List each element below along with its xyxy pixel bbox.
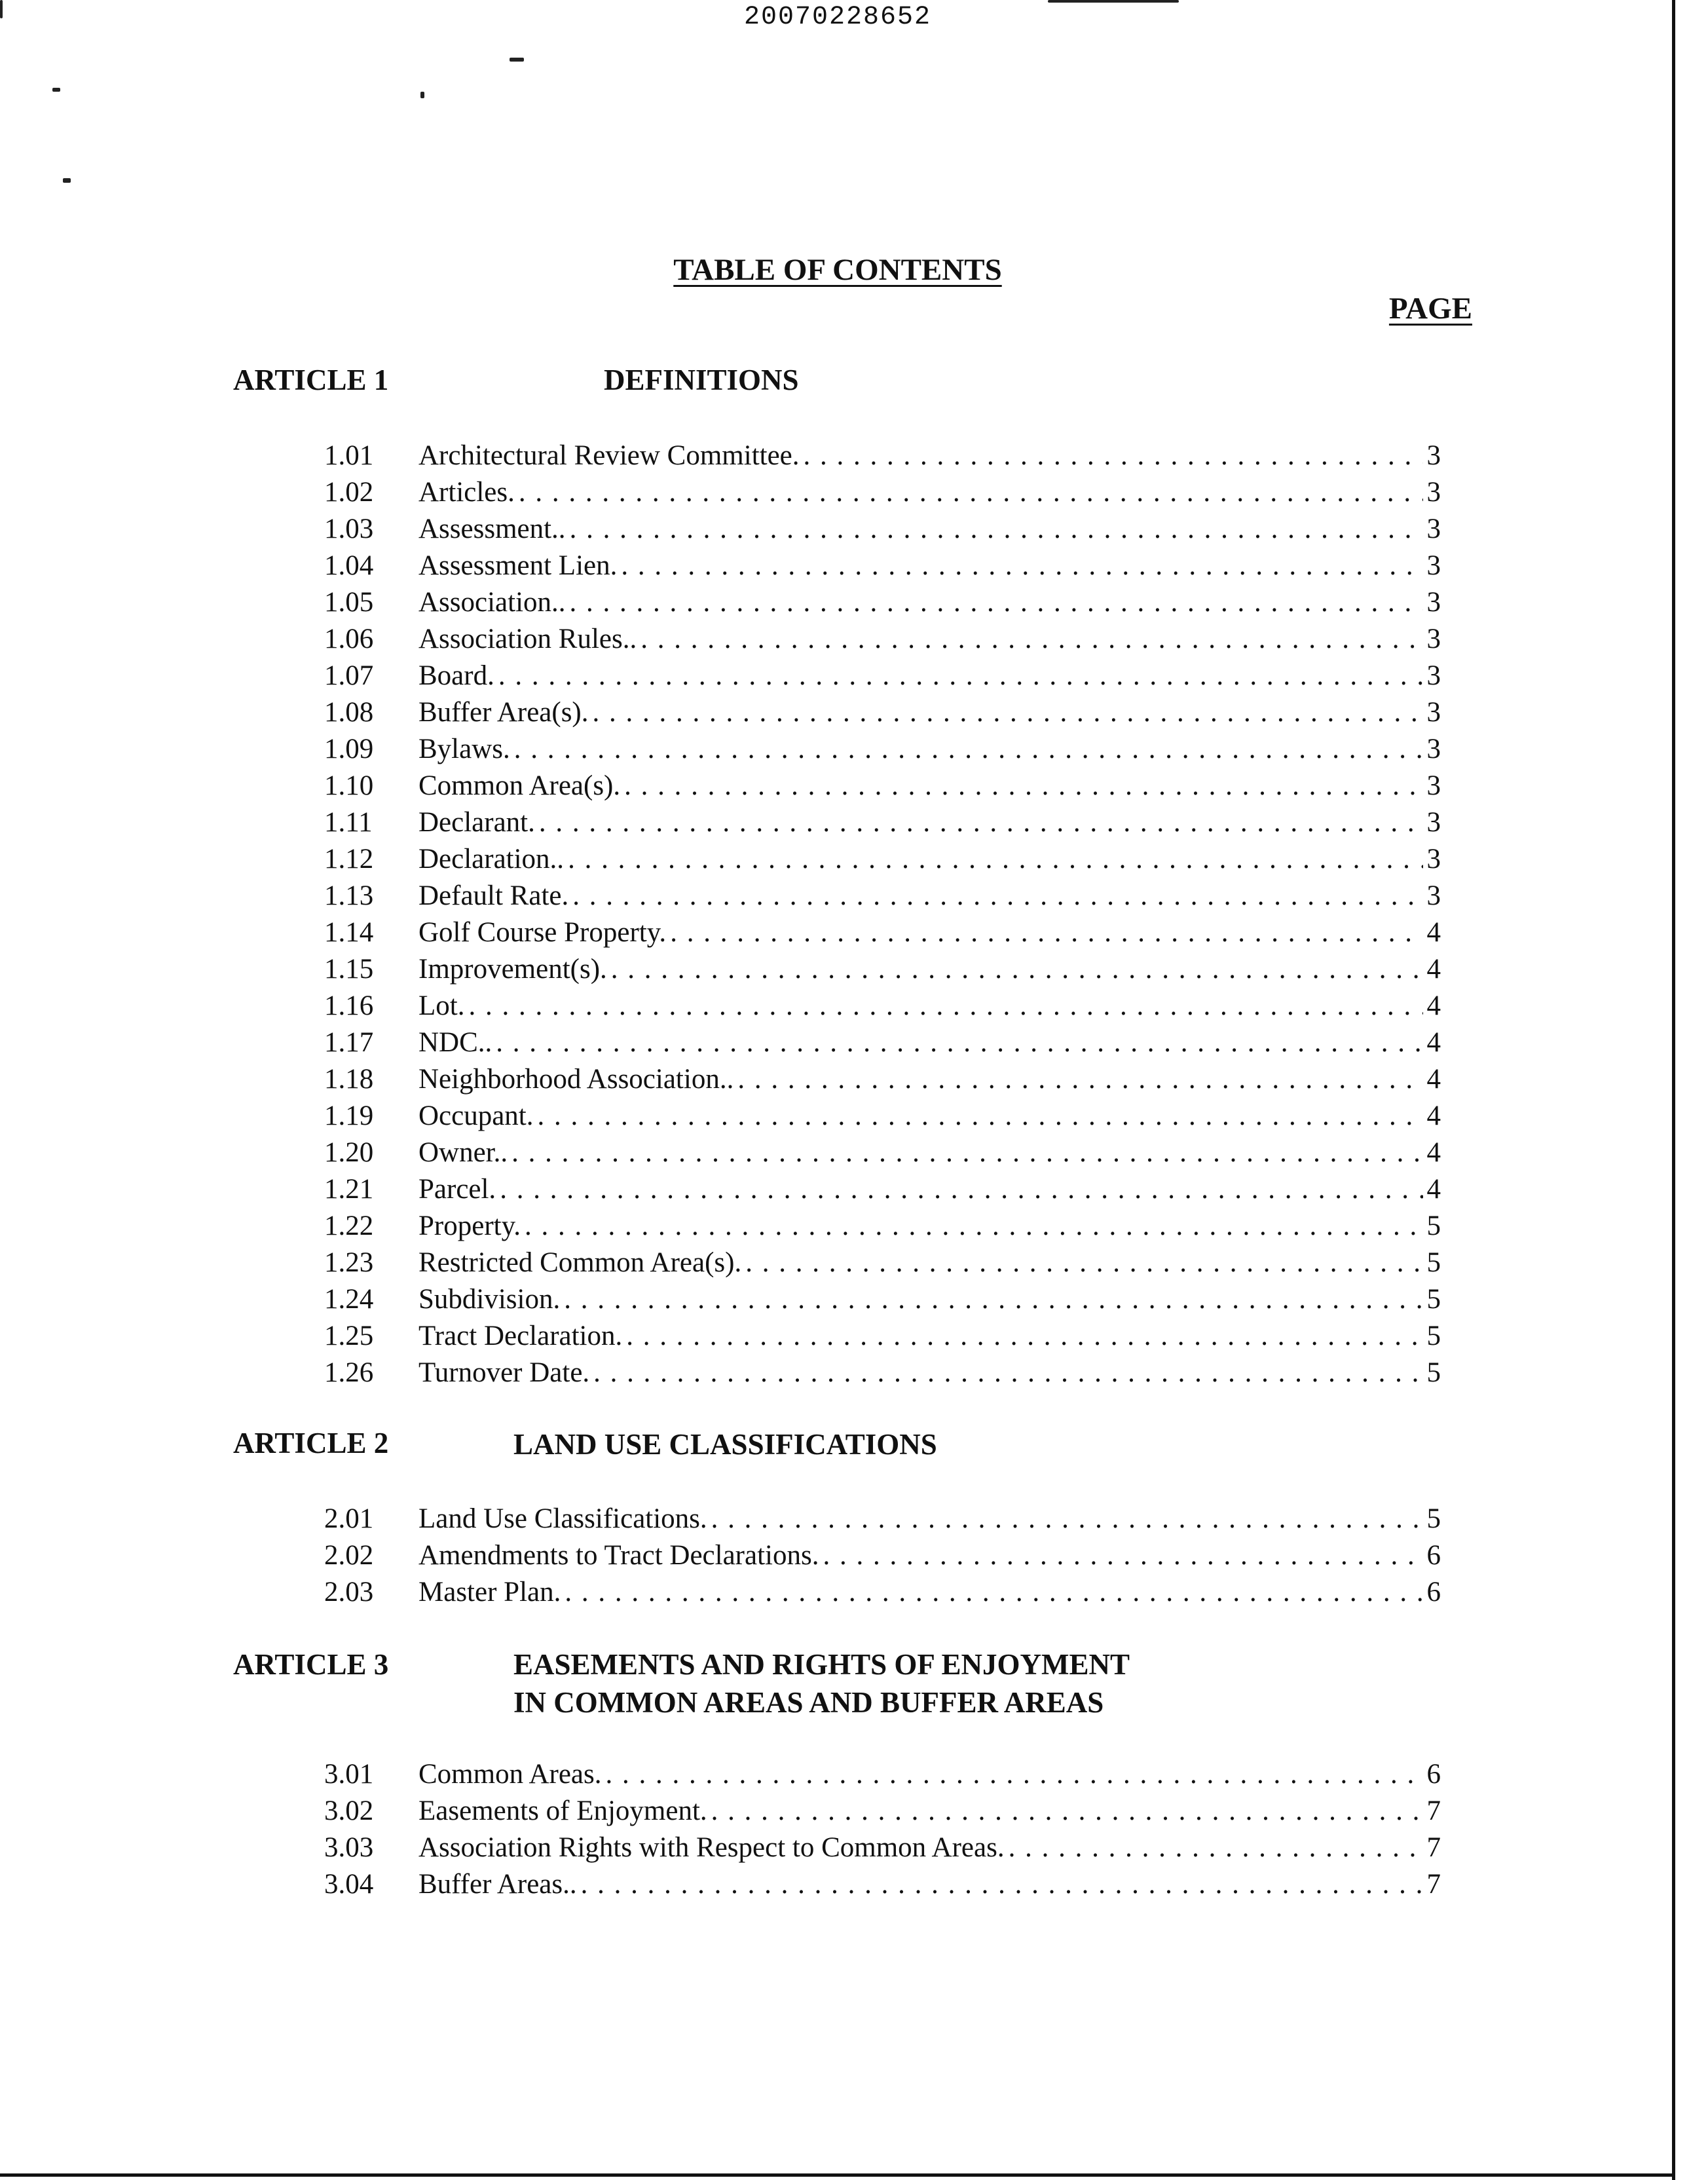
toc-entry-number: 2.03 <box>324 1577 374 1607</box>
toc-entry-label: Assessment.. <box>418 514 566 544</box>
dot-leader <box>492 1024 1422 1061</box>
toc-entry-number: 1.02 <box>324 477 374 508</box>
toc-entry-page: 3 <box>1426 514 1441 544</box>
toc-entry-page: 3 <box>1426 844 1441 874</box>
toc-entry <box>324 731 1441 768</box>
article-3-title-line-2: IN COMMON AREAS AND BUFFER AREAS <box>513 1686 1104 1719</box>
scan-speck <box>510 58 524 62</box>
scan-speck <box>63 178 71 183</box>
article-3-entries <box>324 1756 1441 1903</box>
toc-entry <box>324 694 1441 731</box>
toc-entry-page: 5 <box>1426 1247 1441 1278</box>
toc-entry-label: Board. <box>418 660 494 691</box>
toc-entry <box>324 1171 1441 1208</box>
dot-leader <box>666 914 1422 951</box>
toc-title-text: TABLE OF CONTENTS <box>673 253 1002 287</box>
dot-leader <box>508 1135 1422 1171</box>
dot-leader <box>494 658 1423 694</box>
toc-entry-label: Buffer Area(s). <box>418 697 589 728</box>
toc-entry-label: Common Areas. <box>418 1759 602 1790</box>
dot-leader <box>589 1355 1422 1391</box>
toc-entry-label: Restricted Common Area(s). <box>418 1247 742 1278</box>
article-2-title: LAND USE CLASSIFICATIONS <box>513 1428 937 1461</box>
dot-leader <box>496 1171 1422 1208</box>
dot-leader <box>607 951 1423 988</box>
toc-entry <box>324 1281 1441 1318</box>
toc-entry <box>324 548 1441 584</box>
article-2-entries <box>324 1501 1441 1611</box>
toc-entry <box>324 878 1441 914</box>
toc-entry-page: 6 <box>1426 1577 1441 1607</box>
dot-leader <box>560 1281 1422 1318</box>
toc-entry-page: 4 <box>1426 1174 1441 1205</box>
toc-entry-page: 6 <box>1426 1540 1441 1571</box>
toc-entry <box>324 988 1441 1024</box>
toc-entry-label: Turnover Date. <box>418 1357 590 1388</box>
toc-entry-number: 2.01 <box>324 1503 374 1534</box>
toc-entry-number: 1.05 <box>324 587 374 618</box>
toc-entry <box>324 804 1441 841</box>
dot-leader <box>577 1866 1423 1903</box>
toc-entry-page: 3 <box>1426 550 1441 581</box>
dot-leader <box>733 1061 1422 1098</box>
toc-entry-page: 4 <box>1426 1100 1441 1131</box>
dot-leader <box>535 804 1423 841</box>
toc-entry <box>324 1501 1441 1537</box>
toc-entry-page: 3 <box>1426 440 1441 471</box>
toc-entry-number: 1.11 <box>324 807 373 838</box>
dot-leader <box>510 731 1423 768</box>
toc-entry <box>324 1245 1441 1281</box>
toc-entry-number: 1.04 <box>324 550 374 581</box>
toc-entry-label: Property. <box>418 1211 521 1241</box>
toc-entry-number: 1.18 <box>324 1064 374 1095</box>
toc-entry <box>324 1098 1441 1135</box>
dot-leader <box>707 1501 1423 1537</box>
toc-entry <box>324 1537 1441 1574</box>
toc-entry-label: Lot. <box>418 990 465 1021</box>
toc-entry-label: Declaration.. <box>418 844 565 874</box>
toc-entry-label: Occupant. <box>418 1100 534 1131</box>
toc-entry-number: 2.02 <box>324 1540 374 1571</box>
article-2-heading: ARTICLE 2 <box>233 1427 389 1459</box>
dot-leader <box>707 1793 1423 1830</box>
toc-entry-page: 3 <box>1426 587 1441 618</box>
toc-entry-page: 3 <box>1426 477 1441 508</box>
toc-entry-number: 1.23 <box>324 1247 374 1278</box>
dot-leader <box>566 511 1423 548</box>
toc-entry-number: 1.20 <box>324 1137 374 1168</box>
toc-entry-page: 3 <box>1426 660 1441 691</box>
toc-entry-page: 4 <box>1426 1027 1441 1058</box>
toc-entry-label: Association Rules.. <box>418 624 637 654</box>
toc-entry-page: 5 <box>1426 1211 1441 1241</box>
toc-entry-label: Association Rights with Respect to Common Areas. <box>418 1832 1005 1863</box>
toc-entry <box>324 1574 1441 1611</box>
toc-entry <box>324 841 1441 878</box>
dot-leader <box>800 438 1423 474</box>
toc-entry <box>324 1024 1441 1061</box>
toc-entry-page: 5 <box>1426 1321 1441 1351</box>
toc-entry <box>324 474 1441 511</box>
toc-entry-label: Land Use Classifications. <box>418 1503 707 1534</box>
dot-leader <box>566 584 1423 621</box>
dot-leader <box>464 988 1422 1024</box>
toc-entry-label: Declarant. <box>418 807 535 838</box>
toc-entry <box>324 658 1441 694</box>
toc-entry-label: Default Rate. <box>418 880 569 911</box>
toc-entry-page: 4 <box>1426 954 1441 985</box>
toc-entry <box>324 1061 1441 1098</box>
article-1-heading: ARTICLE 1 <box>233 364 389 396</box>
toc-entry <box>324 1866 1441 1903</box>
toc-entry-label: Bylaws. <box>418 734 510 764</box>
toc-entry-label: Improvement(s). <box>418 954 607 985</box>
toc-entry-page: 3 <box>1426 770 1441 801</box>
toc-entry <box>324 1355 1441 1391</box>
toc-entry-page: 6 <box>1426 1759 1441 1790</box>
dot-leader <box>819 1537 1422 1574</box>
toc-entry-page: 5 <box>1426 1284 1441 1315</box>
dot-leader <box>515 474 1423 511</box>
toc-entry-label: Easements of Enjoyment. <box>418 1795 707 1826</box>
toc-entry-label: Subdivision. <box>418 1284 561 1315</box>
toc-entry-page: 3 <box>1426 880 1441 911</box>
toc-entry-label: Owner.. <box>418 1137 508 1168</box>
toc-entry-label: NDC.. <box>418 1027 492 1058</box>
toc-entry-page: 7 <box>1426 1832 1441 1863</box>
toc-entry-number: 1.13 <box>324 880 374 911</box>
dot-leader <box>561 1574 1422 1611</box>
article-3-title-line-1: EASEMENTS AND RIGHTS OF ENJOYMENT <box>513 1648 1130 1681</box>
toc-entry-label: Neighborhood Association.. <box>418 1064 734 1095</box>
dot-leader <box>620 768 1422 804</box>
scan-border-bottom <box>0 2173 1675 2177</box>
dot-leader <box>564 841 1422 878</box>
toc-entry-page: 3 <box>1426 734 1441 764</box>
toc-entry-label: Amendments to Tract Declarations. <box>418 1540 819 1571</box>
toc-entry-label: Common Area(s). <box>418 770 621 801</box>
toc-entry-label: Association.. <box>418 587 566 618</box>
toc-entry-number: 1.08 <box>324 697 374 728</box>
toc-entry-page: 3 <box>1426 697 1441 728</box>
document-number: 20070228652 <box>743 3 932 32</box>
page-column-label: PAGE <box>1388 291 1472 326</box>
toc-entry-number: 3.03 <box>324 1832 374 1863</box>
toc-entry-number: 1.24 <box>324 1284 374 1315</box>
dot-leader <box>521 1208 1422 1245</box>
toc-entry-number: 1.22 <box>324 1211 374 1241</box>
toc-entry-page: 4 <box>1426 917 1441 948</box>
scan-speck <box>52 88 60 92</box>
dot-leader <box>534 1098 1423 1135</box>
toc-entry-label: Parcel. <box>418 1174 496 1205</box>
toc-entry <box>324 1208 1441 1245</box>
toc-entry-label: Golf Course Property. <box>418 917 667 948</box>
toc-entry-number: 1.12 <box>324 844 374 874</box>
dot-leader <box>637 621 1422 658</box>
toc-entry-page: 4 <box>1426 1064 1441 1095</box>
toc-entry-number: 1.06 <box>324 624 374 654</box>
article-3-heading: ARTICLE 3 <box>233 1648 389 1681</box>
toc-entry <box>324 621 1441 658</box>
toc-entry <box>324 951 1441 988</box>
toc-entry-page: 5 <box>1426 1503 1441 1534</box>
article-1-title: DEFINITIONS <box>604 364 799 396</box>
toc-entry-page: 3 <box>1426 624 1441 654</box>
toc-entry <box>324 584 1441 621</box>
toc-entry-number: 3.02 <box>324 1795 374 1826</box>
toc-entry-number: 1.03 <box>324 514 374 544</box>
toc-entry <box>324 1318 1441 1355</box>
toc-entry-label: Articles. <box>418 477 515 508</box>
dot-leader <box>568 878 1422 914</box>
dot-leader <box>622 1318 1422 1355</box>
article-1-entries <box>324 438 1441 1391</box>
toc-entry-number: 1.17 <box>324 1027 374 1058</box>
toc-entry-page: 5 <box>1426 1357 1441 1388</box>
toc-entry-number: 3.04 <box>324 1869 374 1900</box>
toc-entry-number: 1.07 <box>324 660 374 691</box>
toc-entry <box>324 768 1441 804</box>
toc-entry <box>324 438 1441 474</box>
toc-entry-number: 1.01 <box>324 440 374 471</box>
scan-speck <box>420 92 424 98</box>
dot-leader <box>617 548 1422 584</box>
toc-entry-label: Assessment Lien. <box>418 550 618 581</box>
dot-leader <box>741 1245 1422 1281</box>
toc-entry <box>324 1756 1441 1793</box>
toc-entry-number: 1.19 <box>324 1100 374 1131</box>
scan-border-right <box>1672 0 1675 2180</box>
toc-entry-page: 4 <box>1426 1137 1441 1168</box>
toc-entry <box>324 1135 1441 1171</box>
toc-entry-number: 1.09 <box>324 734 374 764</box>
toc-entry-number: 1.25 <box>324 1321 374 1351</box>
dot-leader <box>601 1756 1422 1793</box>
toc-entry-label: Tract Declaration. <box>418 1321 623 1351</box>
toc-entry-number: 1.14 <box>324 917 374 948</box>
toc-entry-page: 7 <box>1426 1795 1441 1826</box>
toc-entry <box>324 914 1441 951</box>
toc-entry-page: 4 <box>1426 990 1441 1021</box>
toc-entry-page: 3 <box>1426 807 1441 838</box>
toc-entry-number: 1.16 <box>324 990 374 1021</box>
toc-entry-label: Master Plan. <box>418 1577 561 1607</box>
toc-entry <box>324 1793 1441 1830</box>
toc-entry <box>324 1830 1441 1866</box>
toc-entry <box>324 511 1441 548</box>
toc-entry-number: 1.21 <box>324 1174 374 1205</box>
dot-leader <box>589 694 1423 731</box>
toc-title <box>0 252 1675 288</box>
toc-entry-label: Architectural Review Committee. <box>418 440 800 471</box>
toc-entry-number: 1.10 <box>324 770 374 801</box>
toc-entry-label: Buffer Areas.. <box>418 1869 577 1900</box>
toc-entry-page: 7 <box>1426 1869 1441 1900</box>
toc-entry-number: 1.26 <box>324 1357 374 1388</box>
dot-leader <box>1005 1830 1423 1866</box>
toc-entry-number: 3.01 <box>324 1759 374 1790</box>
toc-entry-number: 1.15 <box>324 954 374 985</box>
